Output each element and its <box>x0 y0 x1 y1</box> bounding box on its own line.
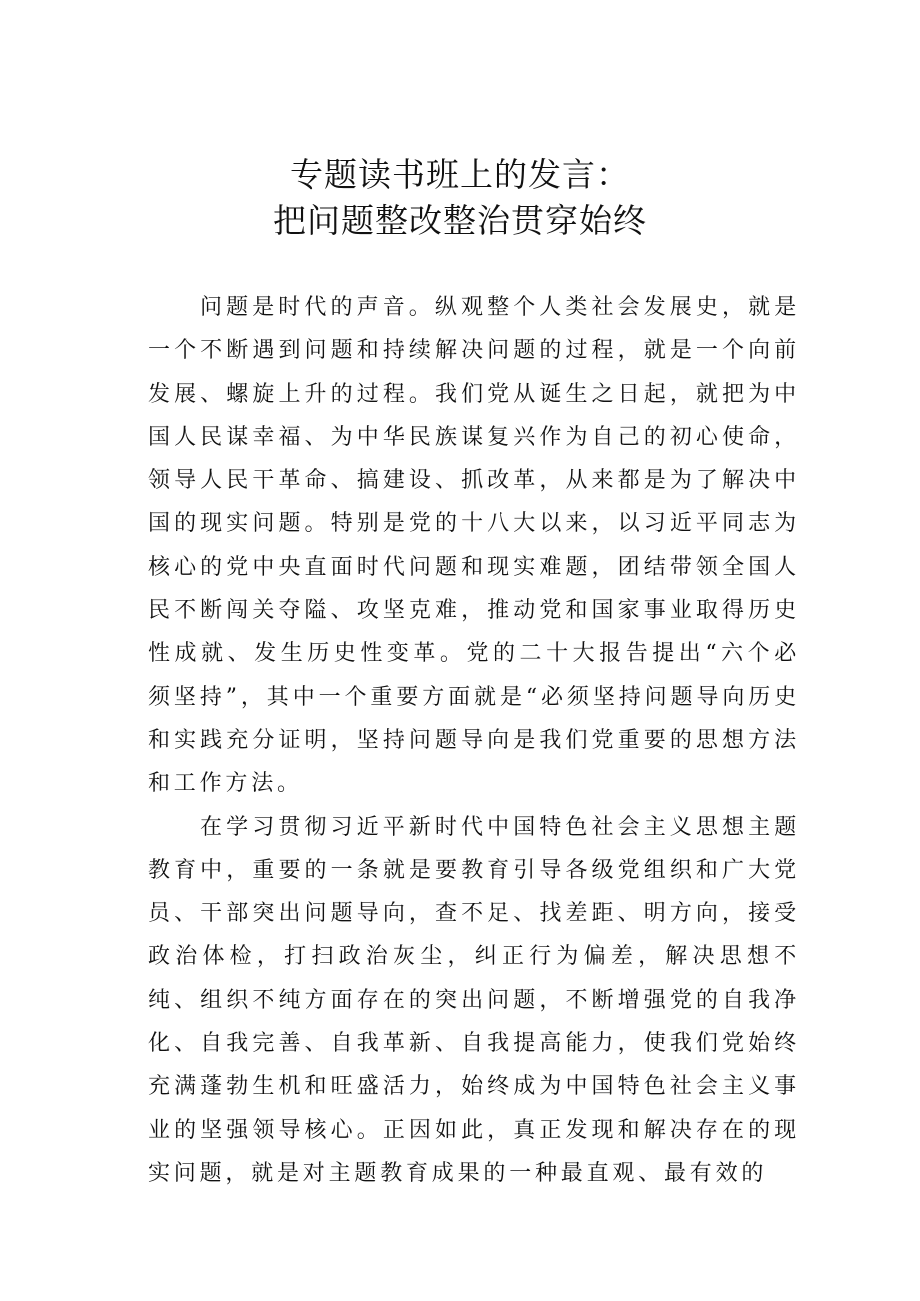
document-title <box>0 152 920 244</box>
title-line-2: 把问题整改整治贯穿始终 <box>273 201 647 240</box>
body-paragraph-1: 问题是时代的声音。纵观整个人类社会发展史，就是一个不断遇到问题和持续解决问题的过程，就是一个向前发展、螺旋上升的过程。我们党从诞生之日起，就把为中国人民谋幸福、为中华民族谋复兴作为自己的初心使命，领导人民干革命、搞建设、抓改革，从来都是为了解决中国的现实问题。特别是党的十八大以来，以习近平同志为核心的党中央直面时代问题和现实难题，团结带领全国人民不断闯关夺隘、攻坚克难，推动党和国家事业取得历史性成就、发生历史性变革。党的二十大报告提出“六个必须坚持”，其中一个重要方面就是“必须坚持问题导向历史和实践充分证明，坚持问题导向是我们党重要的思想方法和工作方法。 <box>148 295 800 797</box>
title-line-1: 专题读书班上的发言： <box>290 155 630 194</box>
document-body <box>148 286 800 1195</box>
body-paragraph-2: 在学习贯彻习近平新时代中国特色社会主义思想主题教育中，重要的一条就是要教育引导各级党组织和广大党员、干部突出问题导向，查不足、找差距、明方向，接受政治体检，打扫政治灰尘，纠正行为偏差，解决思想不纯、组织不纯方面存在的突出问题，不断增强党的自我净化、自我完善、自我革新、自我提高能力，使我们党始终充满蓬勃生机和旺盛活力，始终成为中国特色社会主义事业的坚强领导核心。正因如此，真正发现和解决存在的现实问题，就是对主题教育成果的一种最直观、最有效的 <box>148 814 800 1186</box>
